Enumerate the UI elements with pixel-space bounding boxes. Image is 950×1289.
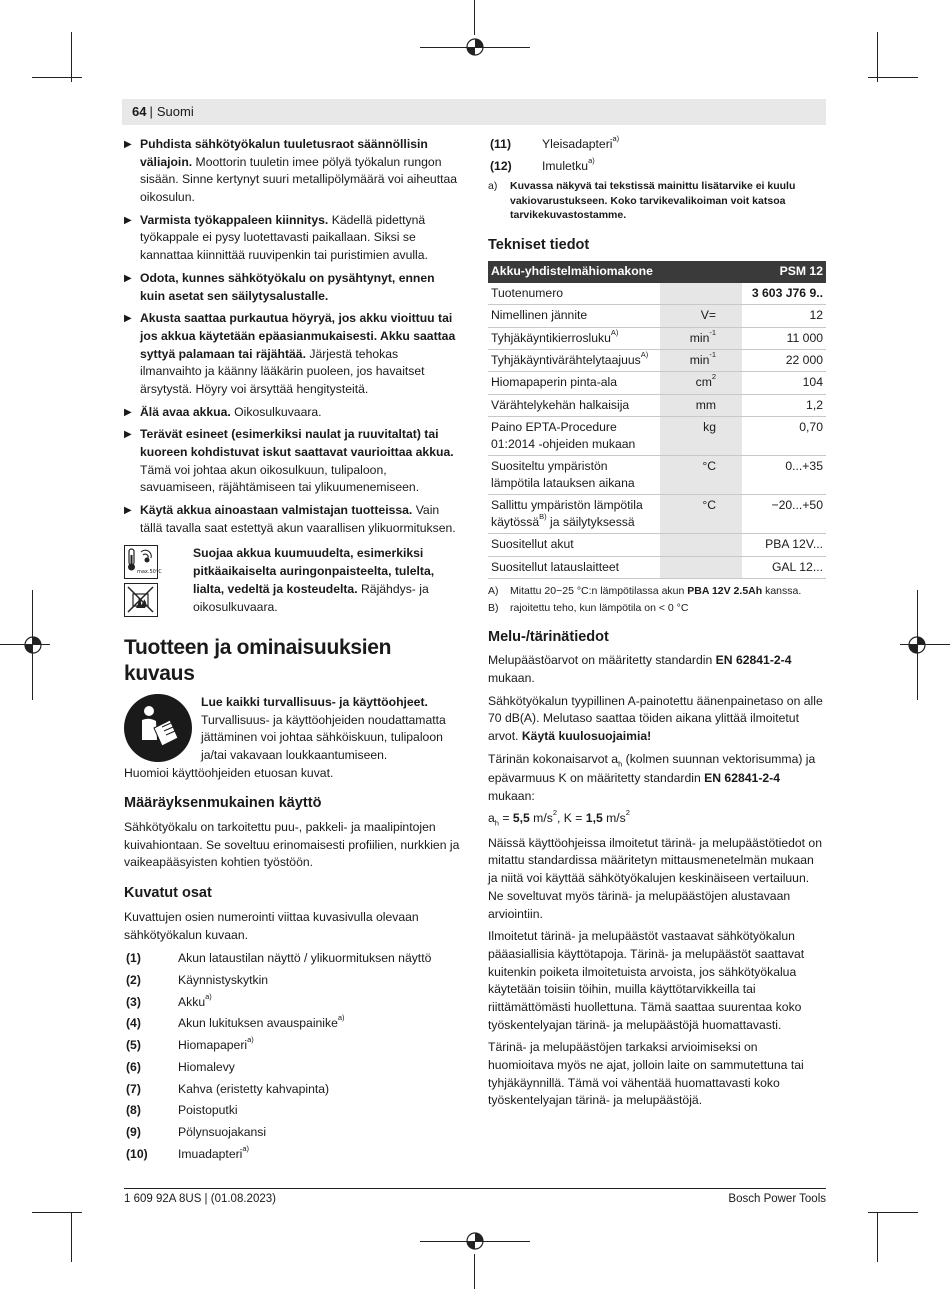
crop-mark bbox=[71, 1212, 72, 1262]
read-text: Lue kaikki turvallisuus- ja käyttöohjeet. Turvallisuus- ja käyttöohjeiden noudattamatta jättäminen voi johtaa sähköiskuun, tulipaloon ja/tai vakavaan loukkaantumiseen. bbox=[201, 694, 446, 762]
arrow-icon: ▶ bbox=[124, 272, 132, 284]
list-item: (8) Poistoputki bbox=[126, 1103, 238, 1118]
intended-use-text: Sähkötyökalu on tarkoitettu puu-, pakkeli- ja maalipintojen kuivahiontaan. Se soveltuu erinomaisesti profiilien, nurkkien ja vaikeapääsyisten kohtien työstöön. bbox=[124, 820, 460, 870]
table-row: Suositellut latauslaitteet GAL 12... bbox=[488, 556, 826, 578]
crop-mark bbox=[868, 77, 918, 78]
list-item: (11) Yleisadapteri$^{a)}$ bbox=[490, 134, 620, 151]
parts-list-continued bbox=[488, 136, 826, 175]
parts-title: Kuvatut osat bbox=[124, 885, 212, 902]
registration-mark-icon bbox=[18, 630, 48, 660]
battery-heat-warning bbox=[124, 545, 460, 621]
table-header-name: Akku-yhdistelmähiomakone bbox=[488, 261, 742, 283]
crop-mark bbox=[32, 77, 82, 78]
crop-mark bbox=[877, 32, 878, 82]
safety-bullet: ▶ Odota, kunnes sähkötyökalu on pysähtynyt, ennen kuin asetat sen säilytysalustalle. bbox=[124, 270, 435, 303]
parts-list bbox=[124, 950, 460, 1163]
registration-mark-icon bbox=[460, 1226, 490, 1256]
tech-data-title: Tekniset tiedot bbox=[488, 236, 590, 253]
safety-bullet: ▶ Akusta saattaa purkautua höyryä, jos akku vioittuu tai jos akkua käytetään epäasianmukaisesti. Akku saattaa syttyä palamaan tai räjähtää. Järjestä tehokas ilmanvaihto ja käänny lääkärin puoleen, jos havaitset ärsytystä. Höyry voi ärsyttää hengitysteitä. bbox=[124, 311, 456, 396]
arrow-icon: ▶ bbox=[124, 313, 132, 325]
table-row: Tyhjäkäyntikierrosluku$^{A)}$ $\min^{-1}$ 11 000 bbox=[488, 327, 826, 349]
crop-mark bbox=[32, 1212, 82, 1213]
parts-footnote: a) Kuvassa näkyvä tai tekstissä mainittu lisätarvike ei kuulu vakiovarustukseen. Koko tarvikevalikoiman voit katsoa tarvikekuvastostamme. bbox=[488, 180, 796, 221]
max-temperature-icon bbox=[124, 545, 162, 579]
registration-mark-icon bbox=[460, 32, 490, 62]
list-item: (12) Imuletku$^{a)}$ bbox=[490, 155, 595, 173]
table-row: Sallittu ympäristön lämpötila käytössä$^{B)}$ ja säilytyksessä °C −20...+50 bbox=[488, 495, 826, 534]
footer-brand: Bosch Power Tools bbox=[728, 1193, 826, 1205]
list-item: (6) Hiomalevy bbox=[126, 1059, 235, 1074]
safety-bullet: ▶ Varmista työkappaleen kiinnitys. Kädellä pidettynä työkappale ei pysy luotettavasti paikallaan. Siksi se kannattaa kiinnittää ruuvipenkin tai puristimien avulla. bbox=[124, 212, 428, 263]
arrow-icon: ▶ bbox=[124, 214, 132, 226]
left-column bbox=[124, 136, 460, 1167]
noise-paragraph: Näissä käyttöohjeissa ilmoitetut tärinä- ja melupäästötiedot on mitattu standardissa määritetyn mittausmenetelmän mukaan ja niitä voi käyttää sähkötyökalujen keskinäiseen vertailuun. Ne soveltuvat myös tärinä- ja melupäästöjen alustavaan arviointiin. bbox=[488, 835, 822, 921]
arrow-icon: ▶ bbox=[124, 139, 132, 150]
tech-data-table bbox=[488, 261, 826, 579]
noise-paragraph: Tärinän kokonaisarvot $a_h$ (kolmen suunnan vektorisumma) ja epävarmuus K on määritetty standardin EN 62841-2-4 mukaan: bbox=[488, 751, 816, 803]
list-item: (4) Akun lukituksen avauspainike$^{a)}$ bbox=[126, 1013, 345, 1031]
header-separator: | bbox=[149, 103, 153, 119]
table-header-value: PSM 12 bbox=[742, 261, 826, 283]
safety-bullet: ▶ Terävät esineet (esimerkiksi naulat ja ruuvitaltat) tai kuoreen kohdistuvat iskut saattavat vaurioittaa akkua. Tämä voi johtaa akun oikosulkuun, tulipaloon, savuamiseen, räjähtämiseen tai ylikuumenemiseen. bbox=[124, 427, 454, 495]
safety-bullet: ▶ Käytä akkua ainoastaan valmistajan tuotteissa. Vain tällä tavalla saat estettyä akun vaarallisen ylikuormituksen. bbox=[124, 503, 456, 535]
table-row: Suositeltu ympäristön lämpötila latauksen aikana °C 0...+35 bbox=[488, 456, 826, 495]
table-row: Nimellinen jännite V= 12 bbox=[488, 305, 826, 327]
noise-paragraph: Ilmoitetut tärinä- ja melupäästöt vastaavat sähkötyökalun pääasiallisia käyttötapoja. Tärinä- ja melupäästöt saattavat kuitenkin poiketa ilmoitetuista arvoista, jos sähkötyökalua käytetään toisiin töihin, muilla käyttötarvikkeilla tai riittämättömästi huollettuna. Tämä saattaa suurentaa koko työskentelyajan tärinä- ja melupäästöjä huomattavasti. bbox=[488, 929, 805, 1032]
crop-mark bbox=[868, 1212, 918, 1213]
list-item: (9) Pölynsuojakansi bbox=[126, 1124, 267, 1139]
noise-paragraph: Melupäästöarvot on määritetty standardin EN 62841-2-4 mukaan. bbox=[488, 653, 792, 686]
page-footer bbox=[124, 1191, 826, 1208]
table-footnotes bbox=[488, 584, 826, 615]
list-item: (5) Hiomapaperi$^{a)}$ bbox=[126, 1035, 254, 1053]
right-column bbox=[488, 136, 826, 1115]
vibration-formula: $a_h = 5,5$ $m/s^2$, K = 1,5 $m/s^2$ bbox=[488, 808, 630, 828]
list-item: (3) Akku$^{a)}$ bbox=[126, 991, 212, 1009]
table-footnote: A) Mitattu 20−25 °C:n lämpötilassa akun PBA 12V 2.5Ah kanssa. bbox=[488, 585, 802, 598]
arrow-icon: ▶ bbox=[124, 406, 132, 418]
crop-mark bbox=[877, 1212, 878, 1262]
list-item: (10) Imuadapteri$^{a)}$ bbox=[126, 1143, 250, 1161]
safety-bullet: ▶ Älä avaa akkua. Oikosulkuvaara. bbox=[124, 404, 322, 419]
footer-divider bbox=[124, 1188, 826, 1189]
list-item: (1) Akun lataustilan näyttö / ylikuormituksen näyttö bbox=[126, 951, 432, 966]
section-title: Tuotteen ja ominaisuuksien kuvaus bbox=[124, 636, 392, 685]
page-header bbox=[122, 99, 826, 125]
crop-mark bbox=[474, 0, 475, 35]
noise-title: Melu-/tärinätiedot bbox=[488, 628, 609, 645]
warning-text: Suojaa akkua kuumuudelta, esimerkiksi pitkäaikaiselta auringonpaisteelta, tulelta, lialta, vedeltä ja kosteudelta. Räjähdys- ja oikosulkuvaara. bbox=[193, 546, 435, 614]
list-item: (2) Käynnistyskytkin bbox=[126, 973, 269, 988]
read-instructions bbox=[124, 694, 460, 765]
parts-intro: Kuvattujen osien numerointi viittaa kuvasivulla olevaan sähkötyökalun kuvaan. bbox=[124, 910, 419, 942]
registration-mark-icon bbox=[902, 630, 932, 660]
arrow-icon: ▶ bbox=[124, 505, 132, 517]
crop-mark bbox=[71, 32, 72, 82]
intended-use-title: Määräyksenmukainen käyttö bbox=[124, 795, 322, 812]
table-row: Tyhjäkäyntivärähtelytaajuus$^{A)}$ $\min^{-1}$ 22 000 bbox=[488, 350, 826, 372]
page-number: 64 bbox=[132, 103, 147, 119]
table-row: Tuotenumero 3 603 J76 9.. bbox=[488, 283, 826, 305]
read-manual-icon bbox=[124, 694, 192, 762]
noise-paragraph: Tärinä- ja melupäästöjen tarkaksi arvioimiseksi on huomioitava myös ne ajat, jolloin laite on sammutettuna tai tyhjäkäynnillä. Tämä voi vähentää huomattavasti koko työskentelyajan tärinä- ja melupäästöjä. bbox=[488, 1040, 804, 1108]
table-footnote: B) rajoitettu teho, kun lämpötila on < 0 °C bbox=[488, 602, 689, 615]
table-row: Hiomapaperin pinta-ala $cm^2$ 104 bbox=[488, 372, 826, 394]
table-row: Paino EPTA-Procedure 01:2014 -ohjeiden mukaan kg 0,70 bbox=[488, 417, 826, 456]
warning-icons bbox=[124, 545, 168, 621]
safety-bullet: ▶ Puhdista sähkötyökalun tuuletusraot säännöllisin väliajoin. Moottorin tuuletin imee pölyä työkalun rungon sisään. Sinne kertynyt suuri metallipölymäärä voi aiheuttaa oikosulun. bbox=[124, 137, 458, 205]
table-row: Suositellut akut PBA 12V... bbox=[488, 534, 826, 556]
footer-doc-id: 1 609 92A 8US | (01.08.2023) bbox=[124, 1193, 276, 1205]
crop-mark bbox=[474, 1254, 475, 1289]
arrow-icon: ▶ bbox=[124, 429, 132, 441]
noise-paragraph: Sähkötyökalun tyypillinen A-painotettu äänenpainetaso on alle 70 dB(A). Melutaso saattaa töiden aikana ylittää ilmoitetut arvot. Käytä kuulosuojaimia! bbox=[488, 693, 823, 744]
note-text: Huomioi käyttöohjeiden etuosan kuvat. bbox=[124, 765, 334, 780]
table-row: Värähtelykehän halkaisija mm 1,2 bbox=[488, 394, 826, 416]
svg-text:max.50°C: max.50°C bbox=[137, 569, 162, 576]
no-fire-water-icon bbox=[124, 583, 158, 617]
table-header-row bbox=[488, 261, 826, 283]
header-language: Suomi bbox=[156, 103, 194, 119]
list-item: (7) Kahva (eristetty kahvapinta) bbox=[126, 1081, 330, 1096]
